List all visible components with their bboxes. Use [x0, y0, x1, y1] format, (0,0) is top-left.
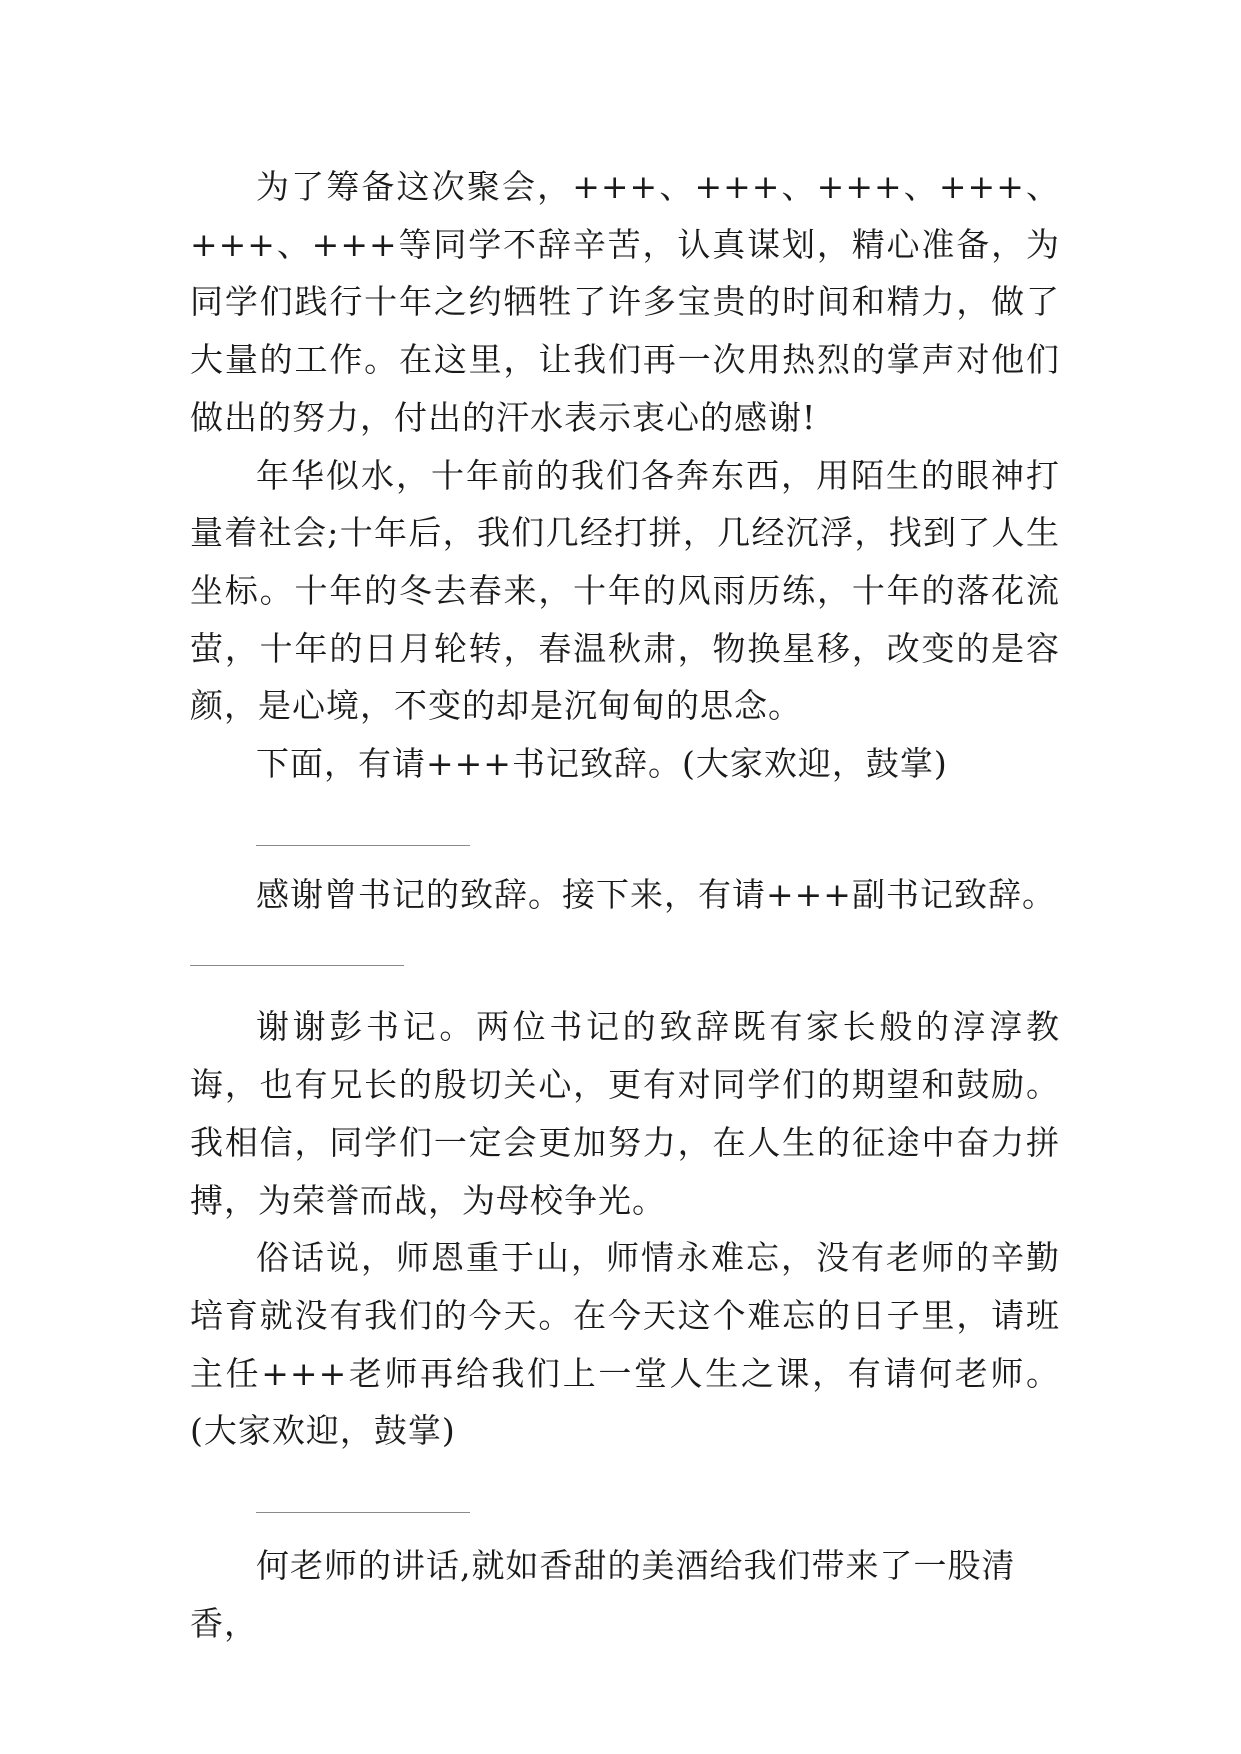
- paragraph-teacher-speech: 何老师的讲话,就如香甜的美酒给我们带来了一股清香，: [190, 1546, 1016, 1643]
- paragraph-invite-deputy-secretary: 感谢曾书记的致辞。接下来，有请+++副书记致辞。: [256, 874, 1056, 914]
- document-body: [190, 158, 1060, 1652]
- paragraph-invite-secretary: 下面，有请+++书记致辞。(大家欢迎，鼓掌): [256, 744, 948, 784]
- paragraph-organizers-thanks: 为了筹备这次聚会，+++、+++、+++、+++、+++、+++等同学不辞辛苦，认真谋划，精心准备，为同学们践行十年之约牺牲了许多宝贵的时间和精力，做了大量的工作。在这里，让我们再一次用热烈的掌声对他们做出的努力，付出的汗水表示衷心的感谢!: [190, 167, 1060, 437]
- paragraph-thanks-secretaries: 谢谢彭书记。两位书记的致辞既有家长般的淳淳教诲，也有兄长的殷切关心，更有对同学们的期望和鼓励。我相信，同学们一定会更加努力，在人生的征途中奋力拼搏，为荣誉而战，为母校争光。: [190, 1007, 1060, 1220]
- paragraph-invite-teacher: 俗话说，师恩重于山，师情永难忘，没有老师的辛勤培育就没有我们的今天。在今天这个难忘的日子里，请班主任+++老师再给我们上一堂人生之课，有请何老师。(大家欢迎，鼓掌): [190, 1238, 1060, 1451]
- paragraph-ten-years: 年华似水，十年前的我们各奔东西，用陌生的眼神打量着社会;十年后，我们几经打拼，几经沉浮，找到了人生坐标。十年的冬去春来，十年的风雨历练，十年的落花流萤，十年的日月轮转，春温秋肃，物换星移，改变的是容颜，是心境，不变的却是沉甸甸的思念。: [190, 455, 1060, 726]
